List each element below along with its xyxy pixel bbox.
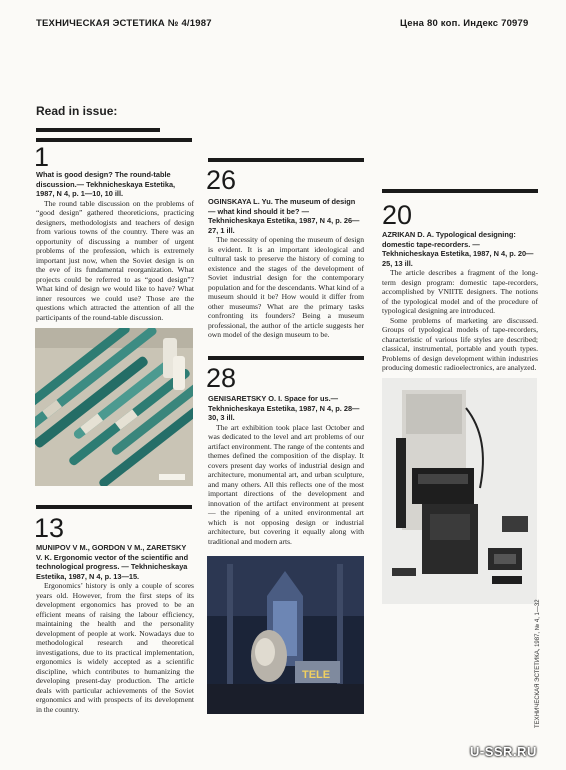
price-index: Цена 80 коп. Индекс 70979	[400, 18, 529, 29]
article-rule	[208, 356, 364, 360]
article-28	[208, 394, 364, 546]
page-number: 13	[34, 513, 65, 543]
journal-header: ТЕХНИЧЕСКАЯ ЭСТЕТИКА № 4/1987	[36, 18, 212, 29]
section-rule	[36, 128, 160, 132]
read-in-issue-heading: Read in issue:	[36, 104, 118, 118]
article-body: Ergonomics’ history is only a couple of scores years old. However, from the first steps of its development ergonomics has proved to be an efficient means of raising the labour efficiency, maintaining the health and the personality development of people at work. Nowadays due to methodological research and theoretical investigations, due to its practical implementation, ergonomics is widely accepted as a scientific discipline, which contributes to humanizing the developing present-day production. The article deals with particular achievements of the Soviet ergonomics and with prospects of its development in the country.	[36, 581, 194, 714]
article-rule	[36, 505, 192, 509]
page-number: 28	[206, 363, 237, 393]
article-heading: OGINSKAYA L. Yu. The museum of design — what kind should it be? — Tekhnicheskaya Estetika, 1987, N 4, p. 26—27, 1 ill.	[208, 197, 360, 235]
page-number: 1	[34, 142, 50, 172]
article-body-continued: Some problems of marketing are discussed. Groups of typological models of tape-recorders, characteristic of various life styles are described; classical, instrumental, portable and youth types. Problems of design development within industries producing domestic radioelectronics, are analyzed.	[382, 315, 538, 372]
article-13	[36, 543, 194, 714]
article-heading: GENISARETSKY O. I. Space for us.— Tekhnicheskaya Estetika, 1987, N 4, p. 28—30, 3 ill.	[208, 394, 360, 422]
article-20	[382, 230, 538, 373]
exhibition-photo	[207, 556, 364, 714]
article-body: The necessity of opening the museum of design is evident. It is an important ideological and cultural task to preserve the history of coming to existence and the stages of the development of Soviet industrial design for the contemporary population and for the descendants. What kind of a museum should it be? How would it differ from other museums? What are the primary tasks confronting its founders? Being a museum professional, the author of the article suggests her own model of the design museum to be.	[208, 235, 364, 339]
article-26	[208, 197, 364, 340]
article-body: The round table discussion on the problems of “good design” gathered theoreticions, practicing designers, methodologists and teachers of design from various towns of the country. There was an opportunity of discussing a number of urgent problems of the profession, which is extremely important just now, when the Soviet design is on the eve of its fundamental reorganization. What projects could be referred to as “good design”? What kind of design we would like to have? What inner resources we could use? Those are the questions which attracted the attention of all the participants of the round-table discussion.	[36, 198, 194, 322]
article-body: The article describes a fragment of the long-term design program: domestic tape-recorders, accomplished by VNIITE designers. The notions of the typological model and of the procedure of typological designing are introduced.	[382, 268, 538, 315]
page-number: 26	[206, 165, 237, 195]
site-watermark: U-SSR.RU	[470, 744, 537, 759]
page-number: 20	[382, 200, 413, 230]
article-rule	[208, 158, 364, 162]
article-body: The art exhibition took place last October and was dedicated to the level and art problems of our artifact environment. The range of the contents and themes defined the composition of the display. It covers present day works of industrial design and architecture, monumental art, and urban sculpture, and many others. All this reflects one of the most important directions of the development and innovation of the artifact environment at present — the ripening of a united environmental art which is not opposing design or industrial architecture, but covering it equally along with traditional and modern arts.	[208, 422, 364, 546]
article-heading: What is good design? The round-table discussion.— Tekhnicheskaya Estetika, 1987, N 4, p. 1—10, 10 ill.	[36, 170, 176, 198]
vertical-journal-info: ТЕХНИЧЕСКАЯ ЭСТЕТИКА, 1987, № 4, 1—32	[535, 599, 541, 728]
article-heading: MUNIPOV V M., GORDON V M., ZARETSKY V. K. Ergonomic vector of the scientific and technological progress. — Tekhnicheskaya Estetika, 1987, N 4, p. 13—15.	[36, 543, 189, 581]
article-rule	[382, 189, 538, 193]
ergonomic-handles-photo	[35, 328, 193, 486]
article-1	[36, 170, 194, 322]
article-heading: AZRIKAN D. A. Typological designing: domestic tape-recorders. — Tekhnicheskaya Estetika, 1987, N 4, p. 20—25, 13 ill.	[382, 230, 534, 268]
exhibition-sign: TELE	[302, 669, 331, 681]
article-rule	[36, 138, 192, 142]
tape-recorders-photo	[382, 378, 537, 604]
